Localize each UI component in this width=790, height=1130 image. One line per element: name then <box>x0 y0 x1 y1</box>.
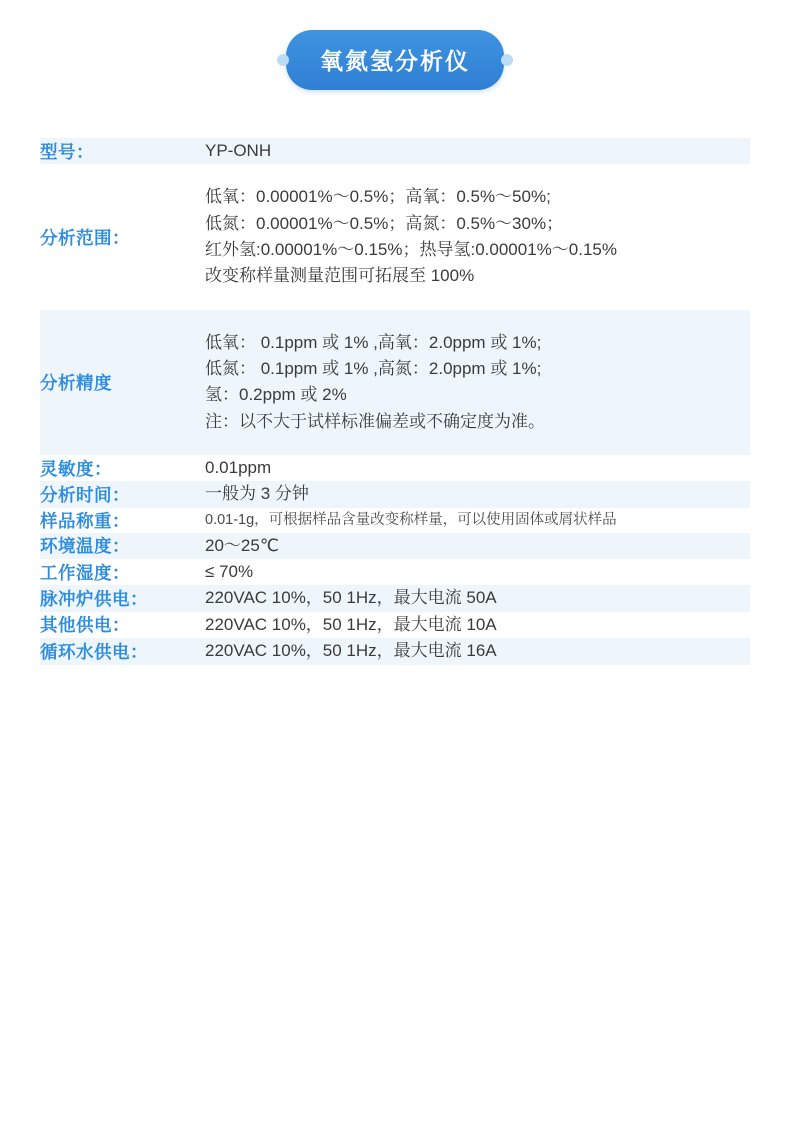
spec-value-line: 220VAC 10%，50 1Hz，最大电流 50A <box>205 588 497 608</box>
spec-value-line: 氢：0.2ppm 或 2% <box>205 385 347 405</box>
spec-value <box>205 310 750 455</box>
spec-label: 其他供电： <box>40 612 205 638</box>
spec-label: 分析时间： <box>40 481 205 507</box>
spec-value-line: 改变称样量测量范围可拓展至 100% <box>205 266 475 286</box>
spec-value-line: 低氮：0.00001%～0.5%；高氮：0.5%～30%； <box>205 213 564 233</box>
spec-value <box>205 533 750 559</box>
table-row <box>40 164 750 309</box>
table-row <box>40 533 750 559</box>
spec-value-line: 220VAC 10%，50 1Hz，最大电流 10A <box>205 614 497 634</box>
specification-table-body <box>40 138 750 665</box>
specification-table <box>40 138 750 665</box>
spec-value <box>205 508 750 533</box>
spec-value-line: ≤ 70% <box>205 562 254 582</box>
spec-value <box>205 612 750 638</box>
table-row <box>40 638 750 664</box>
spec-value <box>205 585 750 611</box>
table-row <box>40 138 750 164</box>
spec-value <box>205 164 750 309</box>
table-row <box>40 481 750 507</box>
spec-value-line: 低氮： 0.1ppm 或 1% ,高氮：2.0ppm 或 1%; <box>205 359 542 379</box>
spec-value-line: YP-ONH <box>205 141 272 160</box>
spec-value <box>205 638 750 664</box>
spec-value-line: 一般为 3 分钟 <box>205 484 309 504</box>
spec-label: 灵敏度： <box>40 455 205 481</box>
spec-label: 脉冲炉供电： <box>40 585 205 611</box>
spec-label: 环境温度： <box>40 533 205 559</box>
spec-value-line: 0.01ppm <box>205 458 272 478</box>
table-row <box>40 310 750 455</box>
spec-value-line: 220VAC 10%，50 1Hz，最大电流 16A <box>205 641 497 661</box>
spec-value-line: 红外氢:0.00001%～0.15%；热导氢:0.00001%～0.15% <box>205 240 617 260</box>
table-row <box>40 559 750 585</box>
title-container <box>0 0 790 90</box>
spec-value <box>205 138 750 164</box>
spec-label: 分析精度 <box>40 310 205 455</box>
spec-value <box>205 455 750 481</box>
spec-value <box>205 481 750 507</box>
spec-value-line: 注：以不大于试样标准偏差或不确定度为准。 <box>205 411 545 431</box>
table-row <box>40 612 750 638</box>
table-row <box>40 585 750 611</box>
spec-value <box>205 559 750 585</box>
spec-label: 型号： <box>40 138 205 164</box>
spec-value-line: 低氧： 0.1ppm 或 1% ,高氧：2.0ppm 或 1%; <box>205 332 542 352</box>
spec-value-line: 0.01-1g，可根据样品含量改变称样量，可以使用固体或屑状样品 <box>205 512 617 529</box>
page-title: 氧氮氢分析仪 <box>286 30 504 90</box>
spec-value-line: 低氧：0.00001%～0.5%；高氧：0.5%～50%; <box>205 187 551 207</box>
table-row <box>40 455 750 481</box>
spec-value-line: 20～25℃ <box>205 535 279 555</box>
table-row <box>40 508 750 533</box>
spec-label: 循环水供电： <box>40 638 205 664</box>
spec-label: 样品称重： <box>40 508 205 533</box>
spec-label: 工作湿度： <box>40 559 205 585</box>
spec-label: 分析范围： <box>40 164 205 309</box>
